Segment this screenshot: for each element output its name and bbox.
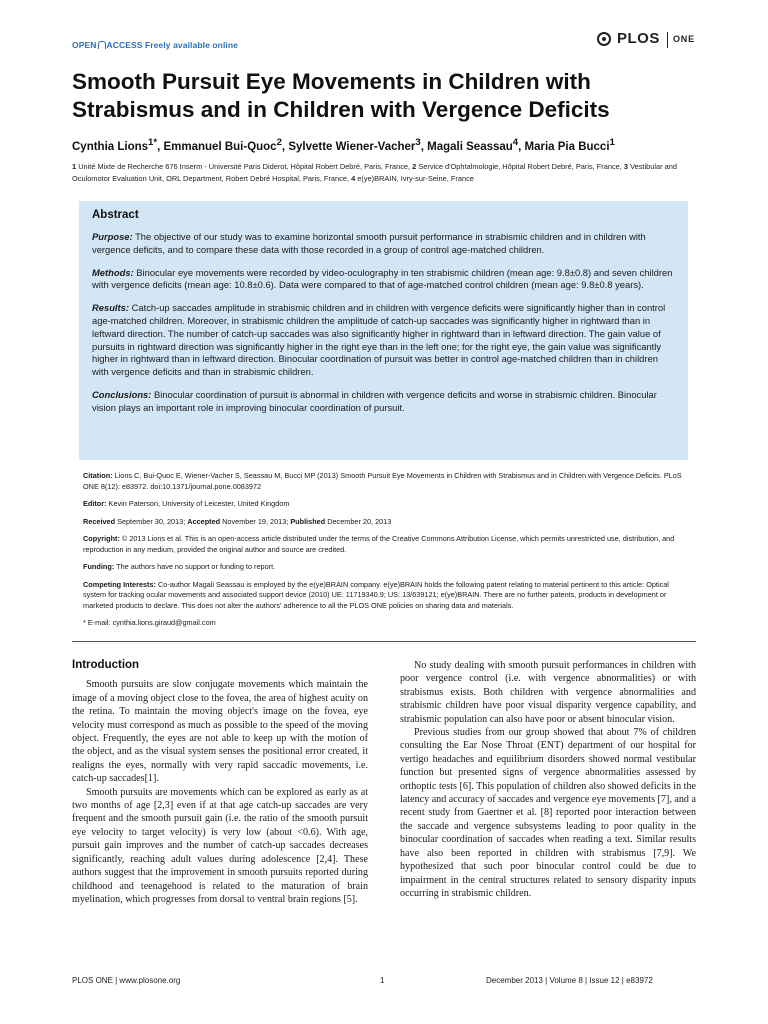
author-name: Magali Seassau xyxy=(427,140,513,153)
body-paragraph: No study dealing with smooth pursuit performances in children with poor vergence control (i.e. with vergence abnormalities) or with strabismus exists. Both children with vergence abnormalities and strabismic children have poor visual disparity vergence capability, and strabismic population can also have poor or absent binocular vision. xyxy=(400,660,696,725)
abstract-section-label: Methods: xyxy=(92,266,134,278)
meta-text: Lions C, Bui-Quoc E, Wiener-Vacher S, Seassau M, Bucci MP (2013) Smooth Pursuit Eye Movements in Children with Strabismus and in Children with Vergence Deficits. PLoS ONE 8(12): e83972. doi:10.1371/journal.pone.0083972 xyxy=(83,471,682,491)
abstract-section-text: Catch-up saccades amplitude in strabismic children and in children with vergence deficits were significantly higher than in control age-matched children. Moreover, in strabismic children the amplitude of catch-up saccades was significantly higher in rightward than in leftward direction. The number of catch-up saccades was also significantly higher in rightward than in leftward direction. The gain value of pursuits in rightward direction was significantly higher in the right eye than in the left one; for the right eye, the gain value was significantly higher in rightward than in leftward direction. Binocular coordination of pursuit was better in control age-matched children than in children with vergence deficits and than in strabismic children. xyxy=(92,302,666,378)
abstract-conclusions xyxy=(92,389,675,415)
author-name: Maria Pia Bucci xyxy=(524,140,610,153)
affiliation-text: e(ye)BRAIN, Ivry-sur-Seine, France xyxy=(357,173,474,183)
footer-issue-info: December 2013 | Volume 8 | Issue 12 | e83972 xyxy=(486,976,653,985)
article-metadata xyxy=(83,471,686,636)
affiliation-text: Unité Mixte de Recherche 676 Inserm - Université Paris Diderot, Hôpital Robert Debré, Paris, France, xyxy=(78,162,411,171)
body-column-right xyxy=(400,659,696,900)
affiliation-text: Vestibular and Oculomotor Evaluation Unit, ORL Department, Robert Debré Hospital, Paris, France, xyxy=(72,162,677,183)
abstract-box xyxy=(79,201,688,460)
abstract-methods xyxy=(92,267,675,293)
meta-label: Competing Interests: xyxy=(83,579,156,589)
author-list: Cynthia Lions$^{1*}$, Emmanuel Bui-Quoc$^2$, Sylvette Wiener-Vacher$^3$, Magali Seassau$^4$, Maria Pia Bucci$^1$ xyxy=(72,137,615,153)
meta-text: The authors have no support or funding to report. xyxy=(116,562,276,571)
open-lock-icon xyxy=(98,41,106,49)
dates xyxy=(83,517,686,528)
funding xyxy=(83,562,686,573)
affiliation-number: 4 xyxy=(351,173,356,183)
author-superscript: 4 xyxy=(512,137,519,148)
meta-label: Citation: xyxy=(83,471,113,480)
open-access-label xyxy=(72,40,238,50)
abstract-section-text: Binocular eye movements were recorded by video-oculography in ten strabismic children (mean age: 9.8±0.8) and seven children with vergence deficits (mean age: 10.8±0.6). Data were compared to that of age-matched control children (mean age: 9.8±0.8 years). xyxy=(92,266,673,291)
meta-text: September 30, 2013; xyxy=(117,516,186,526)
section-divider xyxy=(72,641,696,642)
author-superscript: 2 xyxy=(276,137,282,148)
open-access-rest-text: ACCESS Freely available online xyxy=(106,40,238,50)
citation xyxy=(83,471,686,492)
meta-text: November 19, 2013; xyxy=(222,516,289,526)
meta-text: Kevin Paterson, University of Leicester, United Kingdom xyxy=(108,499,290,508)
article-title: Smooth Pursuit Eye Movements in Children with Strabismus and in Children with Vergence Deficits xyxy=(72,69,610,122)
abstract-results xyxy=(92,302,675,379)
author-name: Emmanuel Bui-Quoc xyxy=(163,140,277,153)
competing-interests xyxy=(83,580,686,612)
corresponding-email[interactable] xyxy=(83,618,686,629)
author-superscript: 1* xyxy=(148,137,158,148)
plos-logo-sub: ONE xyxy=(673,34,695,44)
author-superscript: 3 xyxy=(415,137,421,148)
meta-label: Published xyxy=(290,516,326,526)
affiliation-number: 1 xyxy=(72,162,77,171)
body-paragraph: Smooth pursuits are slow conjugate movements which maintain the image of a moving object close to the fovea, the area of highest acuity on the retina. To maintain the moving object's image on the fovea, eye velocity must correspond as much as possible to the speed of the moving object. Frequently, the eyes are not able to keep up with the motion of the object, and as the visual system senses the positional error created, it realigns the eyes, normally with very rapid saccadic movements, i.e. catch-up saccades[1]. xyxy=(72,679,368,785)
meta-label: Received xyxy=(83,516,116,526)
introduction-heading: Introduction xyxy=(72,659,140,671)
abstract-purpose xyxy=(92,231,675,257)
editor xyxy=(83,499,686,510)
body-paragraph: Smooth pursuits are movements which can be explored as early as at two months of age [2,3] even if at that age catch-up saccades are very frequent and the smooth pursuit gain (i.e. the ratio of the smooth pursuit eye velocity to target velocity) is very low (about <0.6). With age, pursuit gain improves and the number of catch-up saccades decreases significantly, reaching adult values during adolescence [2,4]. These authors suggest that the improvement in smooth pursuits reported during childhood and teenagehood is related to the maturation of brain myelination, which progresses from dorsal to ventral brain regions [5]. xyxy=(72,786,368,905)
email-text[interactable]: * E-mail: cynthia.lions.giraud@gmail.com xyxy=(83,618,216,627)
meta-text: December 20, 2013 xyxy=(327,516,392,526)
meta-label: Funding: xyxy=(83,562,115,571)
plos-logo-word: PLOS xyxy=(617,30,660,47)
affiliation-number: 3 xyxy=(623,162,629,171)
author-name: Sylvette Wiener-Vacher xyxy=(288,140,416,153)
author-name: Cynthia Lions xyxy=(72,140,149,153)
meta-text: Co-author Magali Seassau is employed by the e(ye)BRAIN company. e(ye)BRAIN holds the following patent relating to material pertinent to this article: Optical system for tracking ocular movements and associated support device (2010) UE: 11719340.9; US: 13/639121; e(ye)BRAIN. There are no further patents, products in development or marketed products to declare. This does not alter the authors' adherence to all the PLOS ONE policies on sharing data and materials. xyxy=(83,579,669,610)
copyright xyxy=(83,534,686,555)
open-access-open-text: OPEN xyxy=(72,40,97,50)
meta-label: Accepted xyxy=(187,516,221,526)
body-paragraph: Previous studies from our group showed that about 7% of children consulting the Ear Nose Throat (ENT) department of our hospital for vertigo headaches and equilibrium disorders showed normal vestibular function but presented signs of vergence abnormalities assessed by orthoptic tests [6]. This population of children also showed deficits in the latency and accuracy of saccades and vergence eye movements [7], and a recent study from Gaertner et al. [8] reported poor interaction between the saccade and vergence subsystems leading to poor quality in the binocular coordination of saccades when reading a text. Similar results have also been reported in children with strabismus [7,9]. We hypothesized that such poor binocular control could be due to impairment in the central structures related to sensory disparity inputs occurring in strabismic children. xyxy=(400,727,696,899)
abstract-section-label: Conclusions: xyxy=(92,388,152,400)
footer-journal: PLOS ONE | www.plosone.org xyxy=(72,976,181,985)
abstract-section-text: Binocular coordination of pursuit is abnormal in children with vergence deficits and worse in strabismic children. Binocular vision plays an important role in improving binocular coordination of pursuit. xyxy=(92,388,657,413)
plos-sun-icon xyxy=(597,32,611,46)
meta-label: Editor: xyxy=(83,499,107,508)
abstract-section-label: Purpose: xyxy=(92,231,133,242)
affiliation-number: 2 xyxy=(412,162,417,171)
affiliation-text: Service d'Ophtalmologie, Hôpital Robert Debré, Paris, France, xyxy=(418,162,622,171)
author-superscript: 1 xyxy=(609,137,615,148)
plos-one-logo xyxy=(597,30,707,52)
abstract-heading: Abstract xyxy=(92,209,139,221)
meta-text: © 2013 Lions et al. This is an open-access article distributed under the terms of the Creative Commons Attribution License, which permits unrestricted use, distribution, and reproduction in any medium, provided the original author and source are credited. xyxy=(83,534,675,554)
affiliations xyxy=(72,161,712,184)
abstract-section-label: Results: xyxy=(92,302,129,314)
abstract-section-text: The objective of our study was to examine horizontal smooth pursuit performance in strabismic children and in children with vergence deficits, and to compare these data with those recorded in a group of control age-matched children. xyxy=(92,231,646,255)
footer-page-number: 1 xyxy=(380,976,385,985)
logo-divider xyxy=(667,32,668,48)
meta-label: Copyright: xyxy=(83,534,120,543)
body-column-left xyxy=(72,659,368,906)
